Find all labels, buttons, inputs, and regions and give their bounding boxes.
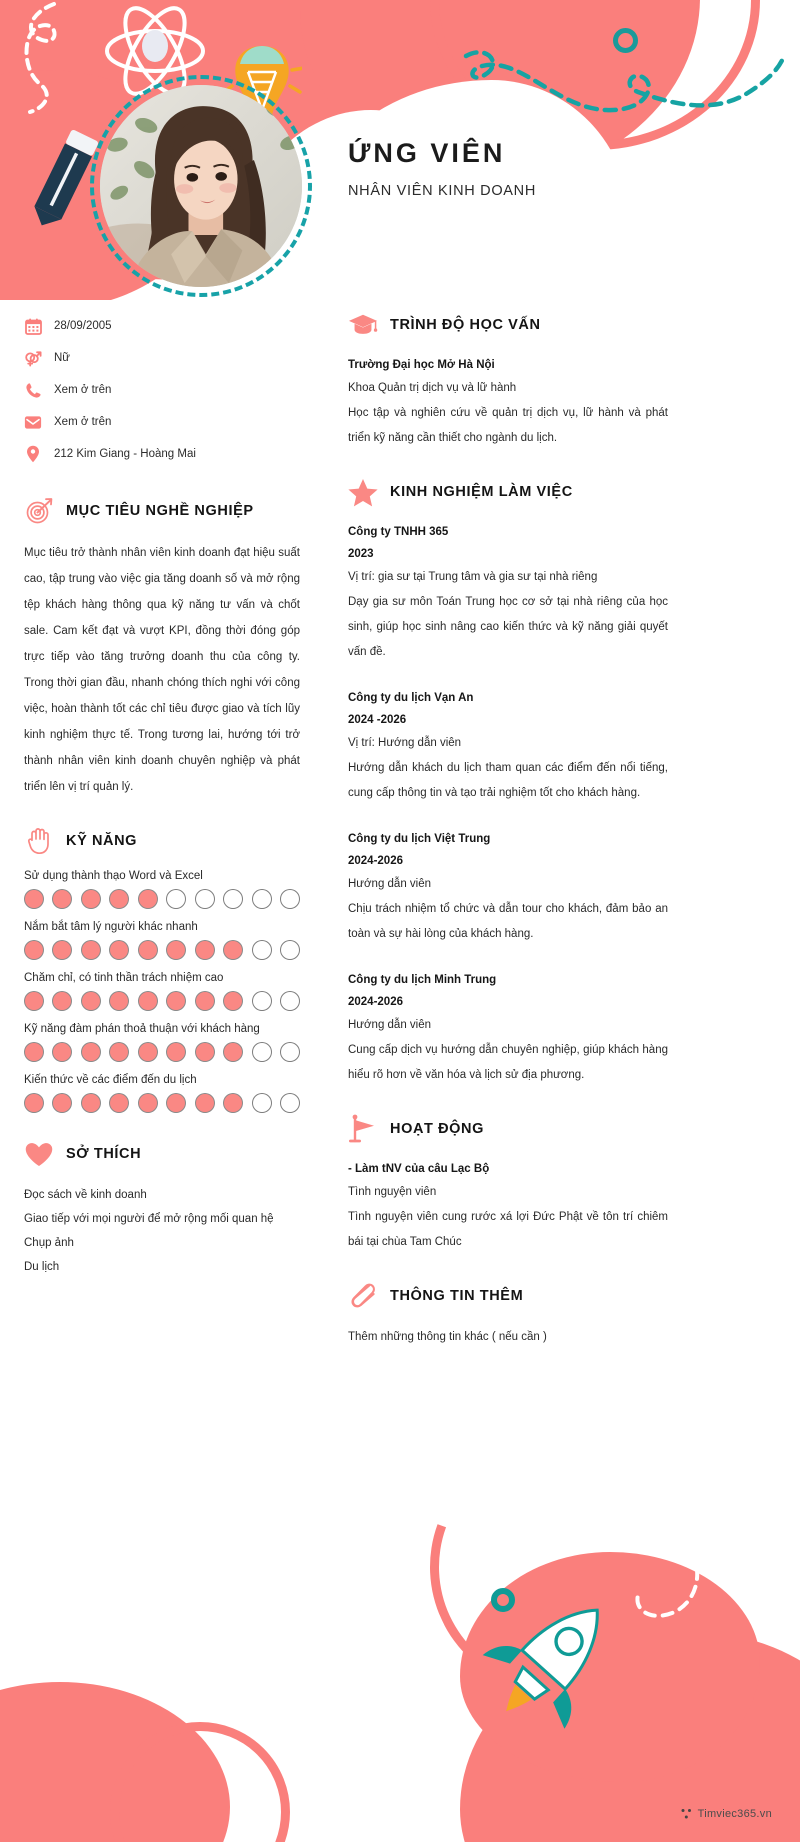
experience-company: Công ty du lịch Việt Trung (348, 833, 491, 845)
contact-item-gender (24, 342, 300, 374)
education-school: Trường Đại học Mở Hà Nội (348, 359, 495, 371)
experience-company: Công ty TNHH 365 (348, 526, 449, 538)
watermark (680, 1807, 772, 1820)
skill-rating-dots (24, 1042, 300, 1062)
rocket-icon (480, 1582, 630, 1732)
experience-position: Hướng dẫn viên (348, 1019, 432, 1031)
experience-date: 2023 (348, 548, 374, 560)
phone-value: Xem ở trên (54, 384, 112, 396)
hand-icon (24, 826, 54, 856)
contact-item-email[interactable] (24, 406, 300, 438)
skill-rating-dots (24, 991, 300, 1011)
section-title-education: TRÌNH ĐỘ HỌC VẤN (390, 317, 541, 333)
calendar-icon (24, 317, 42, 335)
left-column (24, 310, 300, 1279)
skill-item (24, 1074, 300, 1113)
skill-rating-dots (24, 1093, 300, 1113)
experience-position: Vị trí: gia sư tại Trung tâm và gia sư tại nhà riêng (348, 571, 598, 583)
section-header-objective (24, 496, 300, 526)
section-title-hobbies: SỞ THÍCH (66, 1146, 142, 1162)
section-header-experience (348, 477, 668, 507)
avatar-ring (90, 75, 312, 297)
section-header-education (348, 310, 668, 340)
experience-entry (348, 969, 668, 1088)
watermark-text: Timviec365.vn (697, 1807, 772, 1820)
heart-icon (24, 1139, 54, 1169)
education-faculty: Khoa Quản trị dịch vụ và lữ hành (348, 382, 517, 394)
skill-item (24, 921, 300, 960)
objective-text: Mục tiêu trở thành nhân viên kinh doanh đạt hiệu suất cao, tập trung vào việc gia tăng doanh số và mở rộng tệp khách hàng thông qua kỹ năng tư vấn và chốt sale. Cam kết đạt và vượt KPI, đồng thời đóng góp trực tiếp vào tăng trưởng doanh thu của công ty. Trong thời gian đầu, nhanh chóng thích nghi với công việc, hoàn thành tốt các chỉ tiêu được giao và tích lũy kinh nghiệm thực tế. Trong tương lai, hướng tới trở thành nhân viên kinh doanh chuyên nghiệp và phát triển lên vị trí quản lý. (24, 547, 300, 793)
experience-company: Công ty du lịch Minh Trung (348, 974, 497, 986)
footer-decoration (0, 1342, 800, 1842)
skill-rating-dots (24, 889, 300, 909)
experience-entry (348, 521, 668, 665)
right-column (348, 310, 668, 1350)
skill-item (24, 1023, 300, 1062)
experience-company: Công ty du lịch Vạn An (348, 692, 474, 704)
flag-icon (348, 1114, 378, 1144)
graduation-cap-icon (348, 310, 378, 340)
skill-label: Nắm bắt tâm lý người khác nhanh (24, 921, 198, 933)
experience-entry (348, 828, 668, 947)
education-entry (348, 354, 668, 451)
experience-description: Chịu trách nhiệm tổ chức và dẫn tour cho khách, đảm bảo an toàn và sự hài lòng của khách hàng. (348, 903, 668, 940)
activity-description: Tình nguyện viên cung rước xá lợi Đức Phật về tôn trí chiêm bái tại chùa Tam Chúc (348, 1211, 668, 1248)
section-title-objective: MỤC TIÊU NGHỀ NGHIỆP (66, 503, 254, 519)
skill-label: Chăm chỉ, có tinh thần trách nhiệm cao (24, 972, 224, 984)
section-header-hobbies (24, 1139, 300, 1169)
contact-item-birthdate (24, 310, 300, 342)
hobby-item: Chụp ảnh (24, 1237, 74, 1249)
skill-rating-dots (24, 940, 300, 960)
experience-description: Dạy gia sư môn Toán Trung học cơ sở tại nhà riêng của học sinh, giúp học sinh nâng cao kiến thức và kỹ năng giải quyết vấn đề. (348, 596, 668, 658)
email-icon (24, 413, 42, 431)
experience-position: Vị trí: Hướng dẫn viên (348, 737, 462, 749)
logo-icon (680, 1807, 693, 1820)
additional-text: Thêm những thông tin khác ( nếu cần ) (348, 1331, 547, 1343)
activity-title: - Làm tNV của câu Lạc Bộ (348, 1163, 490, 1175)
hobby-item: Du lịch (24, 1261, 60, 1273)
email-value: Xem ở trên (54, 416, 112, 428)
section-title-additional: THÔNG TIN THÊM (390, 1288, 524, 1304)
contact-list (24, 310, 300, 470)
section-header-skills (24, 826, 300, 856)
skill-label: Kỹ năng đàm phán thoả thuận với khách hàng (24, 1023, 260, 1035)
section-title-experience: KINH NGHIỆM LÀM VIỆC (390, 484, 573, 500)
location-icon (24, 445, 42, 463)
education-description: Học tập và nghiên cứu về quản trị dịch vụ, lữ hành và phát triển kỹ năng cần thiết cho ngành du lịch. (348, 407, 668, 444)
star-icon (348, 477, 378, 507)
section-header-activities (348, 1114, 668, 1144)
job-title: NHÂN VIÊN KINH DOANH (348, 183, 537, 199)
paperclip-icon (348, 1281, 378, 1311)
header-decoration (0, 0, 800, 300)
avatar (100, 85, 302, 287)
experience-date: 2024 -2026 (348, 714, 407, 726)
skill-label: Sử dụng thành thạo Word và Excel (24, 870, 203, 882)
experience-entry (348, 687, 668, 806)
activity-role: Tình nguyện viên (348, 1186, 437, 1198)
experience-description: Cung cấp dịch vụ hướng dẫn chuyên nghiệp, giúp khách hàng hiểu rõ hơn về văn hóa và lịch sử địa phương. (348, 1044, 668, 1081)
section-header-additional (348, 1281, 668, 1311)
dashed-squiggle-white-icon (18, 0, 98, 120)
experience-date: 2024-2026 (348, 855, 403, 867)
experience-position: Hướng dẫn viên (348, 878, 432, 890)
birthdate-value: 28/09/2005 (54, 320, 112, 332)
skill-item (24, 972, 300, 1011)
name-block (348, 138, 536, 199)
experience-date: 2024-2026 (348, 996, 403, 1008)
contact-item-address (24, 438, 300, 470)
section-title-skills: KỸ NĂNG (66, 833, 138, 849)
target-icon (24, 496, 54, 526)
skill-label: Kiến thức về các điểm đến du lịch (24, 1074, 197, 1086)
section-title-activities: HOẠT ĐỘNG (390, 1121, 485, 1137)
hobby-item: Giao tiếp với mọi người để mở rộng mối quan hệ (24, 1213, 274, 1225)
skill-item (24, 870, 300, 909)
hobby-item: Đọc sách về kinh doanh (24, 1189, 147, 1201)
address-value: 212 Kim Giang - Hoàng Mai (54, 448, 196, 460)
experience-list (348, 521, 668, 1088)
hobbies-list (24, 1183, 300, 1279)
gender-icon (24, 349, 42, 367)
phone-icon (24, 381, 42, 399)
page-title: ỨNG VIÊN (348, 138, 506, 168)
contact-item-phone[interactable] (24, 374, 300, 406)
activity-entry (348, 1158, 668, 1255)
gender-value: Nữ (54, 352, 71, 364)
experience-description: Hướng dẫn khách du lịch tham quan các điểm đến nổi tiếng, cung cấp thông tin và tạo trải nghiệm tốt cho khách hàng. (348, 762, 668, 799)
skills-list (24, 870, 300, 1113)
